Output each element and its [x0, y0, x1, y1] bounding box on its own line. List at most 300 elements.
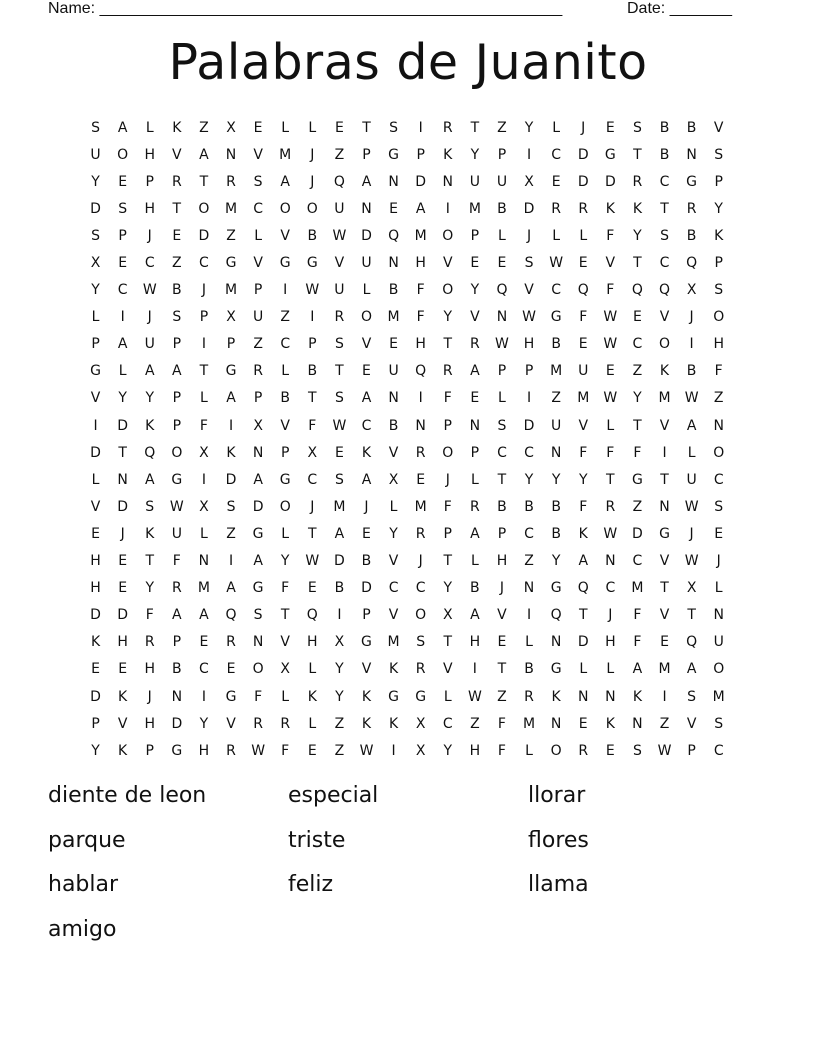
grid-letter: W: [332, 227, 347, 244]
grid-letter: M: [387, 309, 400, 326]
grid-letter: P: [145, 173, 154, 190]
grid-letter: H: [144, 715, 155, 732]
grid-letter: B: [659, 146, 670, 163]
grid-letter: V: [524, 282, 534, 299]
grid-letter: E: [118, 553, 128, 570]
grid-letter: T: [145, 553, 155, 570]
grid-letter: J: [310, 146, 315, 163]
grid-letter: E: [253, 119, 263, 136]
grid-letter: S: [714, 715, 724, 732]
grid-letter: F: [308, 417, 317, 434]
grid-letter: Y: [470, 146, 480, 163]
grid-letter: B: [497, 498, 507, 515]
grid-letter: F: [281, 742, 290, 759]
grid-letter: G: [686, 173, 698, 190]
grid-letter: D: [117, 417, 129, 434]
grid-letter: P: [524, 363, 534, 380]
grid-letter: S: [334, 471, 344, 488]
grid-letter: Y: [578, 471, 588, 488]
grid-letter: Y: [633, 390, 642, 407]
grid-letter: D: [252, 498, 264, 515]
grid-letter: U: [252, 309, 264, 326]
grid-letter: G: [90, 363, 101, 380]
grid-letter: F: [172, 553, 181, 570]
grid-letter: F: [579, 309, 588, 326]
grid-letter: C: [117, 282, 128, 299]
grid-letter: V: [713, 119, 724, 136]
grid-letter: H: [415, 336, 426, 353]
grid-letter: S: [714, 146, 724, 163]
grid-letter: A: [199, 146, 209, 163]
grid-letter: T: [443, 336, 453, 353]
grid-letter: R: [226, 173, 236, 190]
grid-letter: C: [307, 471, 318, 488]
grid-letter: D: [117, 498, 129, 515]
grid-letter: E: [307, 580, 317, 597]
grid-letter: T: [118, 444, 127, 461]
grid-letter: Y: [91, 173, 100, 190]
grid-letter: L: [91, 309, 100, 326]
grid-letter: H: [117, 634, 128, 651]
grid-letter: C: [199, 661, 209, 678]
grid-letter: M: [658, 661, 671, 678]
grid-letter: M: [224, 282, 238, 299]
grid-letter: O: [713, 444, 725, 461]
grid-letter: N: [632, 715, 643, 732]
grid-letter: I: [93, 417, 98, 434]
grid-letter: F: [579, 498, 588, 515]
grid-letter: Q: [577, 580, 589, 597]
grid-letter: N: [686, 146, 697, 163]
grid-letter: V: [280, 634, 290, 651]
grid-letter: D: [361, 580, 372, 597]
grid-letter: F: [606, 444, 615, 461]
grid-letter: F: [579, 444, 588, 461]
grid-letter: L: [362, 282, 371, 299]
grid-letter: T: [335, 363, 344, 380]
grid-letter: R: [578, 200, 589, 217]
grid-letter: G: [550, 309, 562, 326]
grid-letter: K: [145, 525, 155, 542]
grid-letter: R: [226, 634, 236, 651]
grid-letter: F: [416, 309, 425, 326]
grid-letter: O: [713, 661, 725, 678]
grid-letter: A: [144, 471, 155, 488]
page-title: Palabras de Juanito: [168, 34, 648, 91]
grid-letter: D: [523, 200, 535, 217]
grid-letter: D: [415, 173, 427, 190]
grid-letter: F: [443, 498, 452, 515]
grid-letter: M: [414, 227, 427, 244]
grid-letter: J: [147, 227, 152, 244]
grid-letter: Y: [443, 580, 453, 597]
grid-letter: N: [605, 553, 616, 570]
grid-letter: Z: [713, 390, 724, 407]
grid-letter: L: [606, 417, 615, 434]
grid-letter: N: [713, 607, 724, 624]
grid-letter: Q: [415, 363, 427, 380]
grid-letter: S: [118, 200, 128, 217]
grid-letter: N: [388, 173, 399, 190]
grid-letter: K: [90, 634, 101, 651]
grid-letter: H: [415, 255, 426, 272]
grid-letter: L: [308, 661, 317, 678]
grid-letter: K: [361, 444, 372, 461]
grid-letter: Y: [524, 471, 534, 488]
grid-letter: D: [90, 607, 101, 624]
grid-letter: F: [443, 390, 452, 407]
grid-letter: N: [198, 553, 210, 570]
grid-letter: D: [632, 525, 643, 542]
grid-letter: Z: [497, 688, 507, 705]
grid-letter: O: [198, 200, 210, 217]
grid-letter: Y: [280, 553, 290, 570]
grid-letter: R: [171, 580, 182, 597]
grid-letter: R: [469, 336, 480, 353]
grid-letter: U: [686, 471, 697, 488]
grid-letter: N: [605, 688, 616, 705]
grid-letter: H: [144, 661, 155, 678]
grid-letter: O: [117, 146, 129, 163]
grid-letter: L: [200, 390, 208, 407]
grid-letter: G: [388, 688, 399, 705]
grid-letter: F: [606, 227, 615, 244]
grid-letter: G: [659, 525, 670, 542]
grid-letter: Y: [91, 742, 100, 759]
grid-letter: P: [172, 390, 182, 407]
grid-letter: W: [684, 553, 699, 570]
grid-letter: V: [253, 255, 263, 272]
grid-letter: T: [308, 525, 317, 542]
grid-letter: H: [144, 146, 155, 163]
grid-letter: S: [714, 282, 724, 299]
grid-letter: E: [307, 742, 317, 759]
grid-letter: A: [117, 119, 128, 136]
grid-letter: N: [577, 688, 589, 705]
grid-letter: T: [172, 200, 182, 217]
name-field-label[interactable]: Name: ____________________________________________________: [48, 0, 563, 17]
grid-letter: X: [686, 580, 697, 597]
grid-letter: C: [713, 471, 724, 488]
grid-letter: F: [633, 607, 642, 624]
grid-letter: X: [415, 742, 426, 759]
grid-letter: S: [334, 390, 344, 407]
grid-letter: N: [659, 498, 670, 515]
grid-letter: R: [415, 661, 426, 678]
grid-letter: J: [499, 580, 505, 597]
grid-letter: X: [199, 444, 209, 461]
grid-letter: Y: [714, 200, 723, 217]
grid-letter: R: [551, 200, 561, 217]
grid-letter: O: [442, 444, 454, 461]
grid-letter: R: [226, 742, 236, 759]
grid-letter: L: [281, 688, 290, 705]
grid-letter: Q: [686, 634, 698, 651]
grid-letter: B: [524, 661, 534, 678]
grid-letter: Q: [306, 607, 318, 624]
grid-letter: V: [442, 661, 453, 678]
grid-letter: E: [91, 525, 100, 542]
grid-letter: T: [660, 471, 669, 488]
grid-letter: S: [253, 173, 263, 190]
grid-letter: P: [118, 227, 127, 244]
grid-letter: W: [603, 336, 618, 353]
grid-letter: F: [497, 715, 506, 732]
grid-letter: X: [686, 282, 697, 299]
grid-letter: Z: [497, 119, 507, 136]
grid-letter: C: [524, 525, 534, 542]
grid-letter: D: [604, 173, 616, 190]
grid-letter: P: [714, 255, 723, 272]
grid-letter: V: [578, 417, 589, 434]
grid-letter: Y: [443, 309, 453, 326]
grid-letter: E: [551, 173, 561, 190]
grid-letter: Z: [334, 146, 345, 163]
grid-letter: Q: [631, 282, 643, 299]
grid-letter: F: [633, 444, 642, 461]
grid-letter: K: [361, 688, 372, 705]
grid-letter: I: [201, 336, 206, 353]
grid-letter: E: [497, 634, 507, 651]
grid-letter: Z: [280, 309, 290, 326]
grid-letter: A: [226, 580, 236, 597]
grid-letter: Z: [226, 525, 236, 542]
grid-letter: S: [497, 417, 507, 434]
grid-letter: B: [659, 119, 670, 136]
grid-letter: E: [578, 715, 588, 732]
grid-letter: R: [469, 498, 480, 515]
grid-letter: G: [361, 634, 372, 651]
grid-letter: Z: [524, 553, 534, 570]
grid-letter: K: [307, 688, 317, 705]
grid-letter: O: [279, 498, 291, 515]
grid-letter: W: [495, 336, 509, 353]
grid-letter: V: [334, 255, 345, 272]
grid-letter: N: [388, 390, 399, 407]
grid-letter: U: [334, 282, 345, 299]
grid-letter: A: [415, 200, 426, 217]
grid-letter: C: [253, 200, 263, 217]
grid-letter: V: [253, 146, 263, 163]
grid-letter: K: [145, 417, 155, 434]
grid-letter: S: [660, 227, 669, 244]
grid-letter: E: [714, 525, 724, 542]
grid-letter: O: [252, 661, 264, 678]
grid-letter: D: [225, 471, 237, 488]
grid-letter: M: [224, 200, 238, 217]
grid-letter: E: [578, 336, 588, 353]
date-field-label[interactable]: Date: _______: [627, 0, 732, 17]
grid-letter: R: [578, 742, 589, 759]
grid-letter: V: [90, 498, 101, 515]
grid-letter: H: [307, 634, 318, 651]
grid-letter: W: [657, 742, 672, 759]
grid-letter: T: [633, 146, 642, 163]
grid-letter: M: [577, 390, 590, 407]
grid-letter: J: [689, 309, 694, 326]
grid-letter: J: [716, 553, 721, 570]
grid-letter: H: [90, 553, 101, 570]
grid-letter: U: [578, 363, 589, 380]
grid-letter: P: [172, 417, 182, 434]
grid-letter: J: [608, 607, 613, 624]
grid-letter: E: [362, 525, 371, 542]
grid-letter: A: [470, 525, 480, 542]
grid-letter: Z: [632, 363, 643, 380]
grid-letter: W: [603, 309, 618, 326]
grid-letter: G: [225, 363, 237, 380]
grid-letter: P: [714, 173, 723, 190]
grid-letter: E: [416, 471, 426, 488]
grid-letter: P: [280, 444, 290, 461]
grid-letter: D: [198, 227, 210, 244]
grid-letter: L: [498, 227, 506, 244]
grid-letter: P: [470, 444, 480, 461]
grid-letter: T: [660, 580, 669, 597]
word-list-item: flores: [528, 827, 589, 853]
grid-letter: E: [497, 255, 507, 272]
grid-letter: H: [469, 742, 481, 759]
grid-letter: D: [577, 634, 589, 651]
grid-letter: I: [391, 742, 396, 759]
grid-letter: P: [308, 336, 317, 353]
grid-letter: P: [362, 146, 371, 163]
grid-letter: G: [252, 525, 264, 542]
grid-letter: L: [552, 119, 561, 136]
grid-letter: B: [551, 336, 561, 353]
grid-letter: X: [90, 255, 101, 272]
grid-letter: A: [199, 607, 209, 624]
grid-letter: I: [526, 146, 532, 163]
grid-letter: J: [689, 525, 694, 542]
grid-letter: E: [118, 661, 128, 678]
grid-letter: E: [605, 119, 615, 136]
grid-letter: H: [523, 336, 535, 353]
grid-letter: G: [171, 742, 183, 759]
grid-letter: Z: [334, 742, 345, 759]
grid-letter: E: [199, 634, 209, 651]
grid-letter: K: [632, 200, 643, 217]
grid-letter: T: [308, 390, 317, 407]
grid-letter: J: [581, 119, 586, 136]
grid-letter: V: [388, 444, 399, 461]
grid-letter: A: [470, 363, 480, 380]
grid-letter: G: [225, 255, 237, 272]
grid-letter: S: [253, 607, 263, 624]
grid-letter: I: [120, 309, 125, 326]
grid-letter: N: [442, 173, 453, 190]
grid-letter: L: [200, 525, 208, 542]
grid-letter: R: [334, 309, 345, 326]
grid-letter: E: [172, 227, 182, 244]
grid-letter: T: [443, 634, 453, 651]
grid-letter: S: [334, 336, 344, 353]
grid-letter: V: [226, 715, 236, 732]
grid-letter: B: [280, 390, 290, 407]
grid-letter: A: [144, 363, 155, 380]
grid-letter: A: [470, 607, 480, 624]
grid-letter: N: [550, 634, 562, 651]
grid-letter: C: [442, 715, 453, 732]
grid-letter: E: [605, 363, 615, 380]
grid-letter: D: [90, 688, 101, 705]
grid-letter: Z: [334, 715, 345, 732]
grid-letter: U: [469, 173, 480, 190]
grid-letter: B: [307, 227, 318, 244]
grid-letter: I: [526, 607, 532, 624]
grid-letter: C: [632, 553, 643, 570]
grid-letter: W: [467, 688, 482, 705]
grid-letter: Y: [470, 282, 480, 299]
grid-letter: S: [632, 742, 642, 759]
grid-letter: R: [415, 525, 426, 542]
grid-letter: M: [658, 390, 671, 407]
word-list-item: especial: [288, 783, 379, 808]
grid-letter: F: [254, 688, 263, 705]
grid-letter: I: [228, 553, 234, 570]
grid-letter: S: [172, 309, 182, 326]
grid-letter: R: [415, 444, 426, 461]
grid-letter: G: [279, 471, 291, 488]
grid-letter: M: [468, 200, 481, 217]
grid-letter: J: [310, 173, 315, 190]
grid-letter: E: [470, 255, 480, 272]
grid-letter: B: [388, 417, 399, 434]
grid-letter: X: [442, 607, 453, 624]
grid-letter: C: [551, 146, 562, 163]
grid-letter: F: [606, 282, 615, 299]
grid-letter: V: [90, 390, 101, 407]
grid-letter: G: [550, 661, 562, 678]
grid-letter: R: [171, 173, 182, 190]
grid-letter: R: [524, 688, 534, 705]
word-list-item: amigo: [48, 916, 117, 942]
grid-letter: E: [118, 173, 128, 190]
grid-letter: E: [470, 390, 480, 407]
grid-letter: R: [442, 363, 453, 380]
grid-letter: S: [687, 688, 697, 705]
grid-letter: Q: [659, 282, 671, 299]
grid-letter: U: [334, 200, 345, 217]
grid-letter: W: [603, 525, 618, 542]
grid-letter: C: [713, 742, 724, 759]
grid-letter: W: [332, 417, 347, 434]
grid-letter: N: [523, 580, 535, 597]
grid-letter: W: [522, 309, 536, 326]
grid-letter: B: [524, 498, 534, 515]
grid-letter: X: [307, 444, 318, 461]
grid-letter: D: [334, 553, 345, 570]
grid-letter: S: [145, 498, 155, 515]
grid-letter: B: [361, 553, 372, 570]
grid-letter: L: [145, 119, 154, 136]
grid-letter: G: [279, 255, 291, 272]
grid-letter: M: [414, 498, 427, 515]
grid-letter: T: [280, 607, 290, 624]
grid-letter: W: [142, 282, 157, 299]
grid-letter: X: [388, 471, 399, 488]
grid-letter: N: [225, 146, 237, 163]
grid-letter: G: [171, 471, 183, 488]
grid-letter: V: [659, 309, 670, 326]
grid-letter: T: [443, 553, 453, 570]
grid-letter: F: [714, 363, 723, 380]
grid-letter: T: [497, 661, 507, 678]
grid-letter: P: [362, 607, 371, 624]
grid-letter: N: [252, 444, 264, 461]
grid-letter: D: [361, 227, 372, 244]
grid-letter: V: [442, 255, 453, 272]
